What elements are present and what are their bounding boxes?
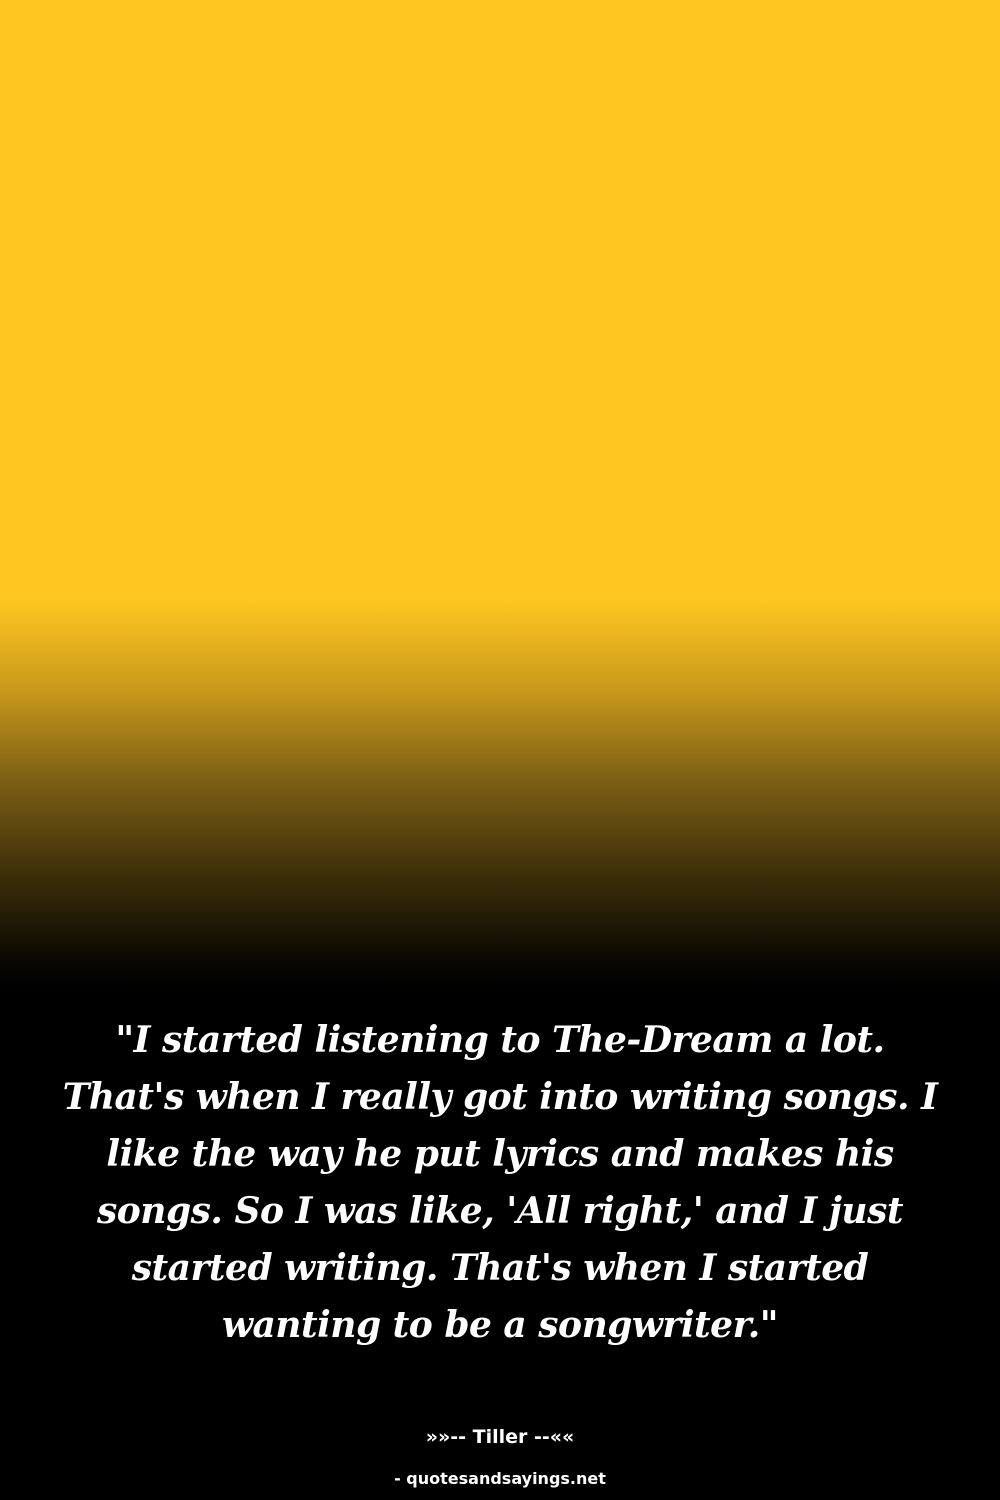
quote-text: "I started listening to The-Dream a lot. That's when I really got into writing songs. I like the way he put lyrics and makes his songs. So I was like, 'All right,' and I just started writing. That's when I started wanting to be a songwriter." xyxy=(62,1019,938,1346)
source-watermark: - quotesandsayings.net xyxy=(394,1469,606,1488)
quote-author: »»-- Tiller --«« xyxy=(425,1426,575,1448)
